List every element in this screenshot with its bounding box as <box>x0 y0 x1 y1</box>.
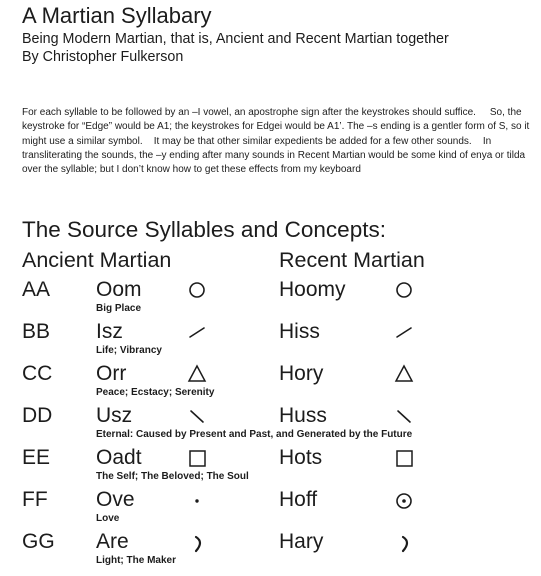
concept-label: Peace; Ecstacy; Serenity <box>96 387 215 398</box>
intro-sentence: For each syllable to be followed by an –I vowel, an apostrophe sign after the keystrokes should suffice. <box>22 107 476 118</box>
recent-syllable: Hoomy <box>279 278 346 301</box>
forward-slash-icon <box>185 320 209 344</box>
circle-icon <box>185 278 209 302</box>
recent-column-heading: Recent Martian <box>279 248 425 272</box>
syllable-row <box>0 530 541 572</box>
ancient-syllable: Ove <box>96 488 135 511</box>
concept-label: Light; The Maker <box>96 555 177 566</box>
triangle-icon <box>185 362 209 386</box>
syllable-row <box>0 362 541 404</box>
syllable-code: AA <box>22 278 51 301</box>
intro-sentence: In transliterating the sounds, the –y ending after many sounds in Recent Martian would be some kind of enya or tilda over the syllable; but I don’t know how to get these effects from my keyboard <box>22 135 526 176</box>
square-icon <box>392 446 416 470</box>
syllable-code: DD <box>22 404 53 427</box>
page-subtitle: Being Modern Martian, that is, Ancient and Recent Martian together <box>22 31 449 47</box>
square-icon <box>185 446 209 470</box>
dotted-circle-icon <box>392 488 416 512</box>
syllable-row <box>0 278 541 320</box>
syllable-code: CC <box>22 362 53 385</box>
crescent-icon <box>392 530 416 554</box>
intro-sentence: The –s ending is a gentler form of S, so it might use a similar symbol. <box>22 121 530 147</box>
recent-syllable: Hory <box>279 362 324 385</box>
concept-label: The Self; The Beloved; The Soul <box>96 471 249 482</box>
intro-sentence: So, the keystroke for “Edge” would be A1; the keystrokes for Edgei would be A1’. <box>22 107 522 133</box>
concept-label: Eternal: Caused by Present and Past, and Generated by the Future <box>96 429 413 440</box>
syllable-row <box>0 404 541 446</box>
page-title: A Martian Syllabary <box>22 3 212 28</box>
recent-syllable: Hots <box>279 446 323 469</box>
ancient-syllable: Usz <box>96 404 133 427</box>
backslash-icon <box>392 404 416 428</box>
ancient-syllable: Are <box>96 530 129 553</box>
ancient-column-heading: Ancient Martian <box>22 248 172 272</box>
syllable-row <box>0 488 541 530</box>
recent-syllable: Huss <box>279 404 327 427</box>
syllable-row <box>0 446 541 488</box>
syllable-code: BB <box>22 320 51 343</box>
concept-label: Life; Vibrancy <box>96 345 162 356</box>
ancient-syllable: Oadt <box>96 446 142 469</box>
section-heading: The Source Syllables and Concepts: <box>22 217 386 242</box>
syllable-code: FF <box>22 488 48 511</box>
recent-syllable: Hary <box>279 530 324 553</box>
syllable-row <box>0 320 541 362</box>
syllable-code: EE <box>22 446 51 469</box>
intro-paragraph <box>22 106 541 177</box>
recent-syllable: Hiss <box>279 320 320 343</box>
crescent-icon <box>185 530 209 554</box>
author-line: By Christopher Fulkerson <box>22 49 184 65</box>
triangle-icon <box>392 362 416 386</box>
ancient-syllable: Oom <box>96 278 142 301</box>
circle-icon <box>392 278 416 302</box>
dot-icon <box>185 488 209 512</box>
syllable-code: GG <box>22 530 55 553</box>
recent-syllable: Hoff <box>279 488 318 511</box>
concept-label: Love <box>96 513 120 524</box>
concept-label: Big Place <box>96 303 142 314</box>
backslash-icon <box>185 404 209 428</box>
forward-slash-icon <box>392 320 416 344</box>
ancient-syllable: Orr <box>96 362 127 385</box>
ancient-syllable: Isz <box>96 320 123 343</box>
intro-sentence: It may be that other similar expedients be added for a few other sounds. <box>153 135 472 147</box>
